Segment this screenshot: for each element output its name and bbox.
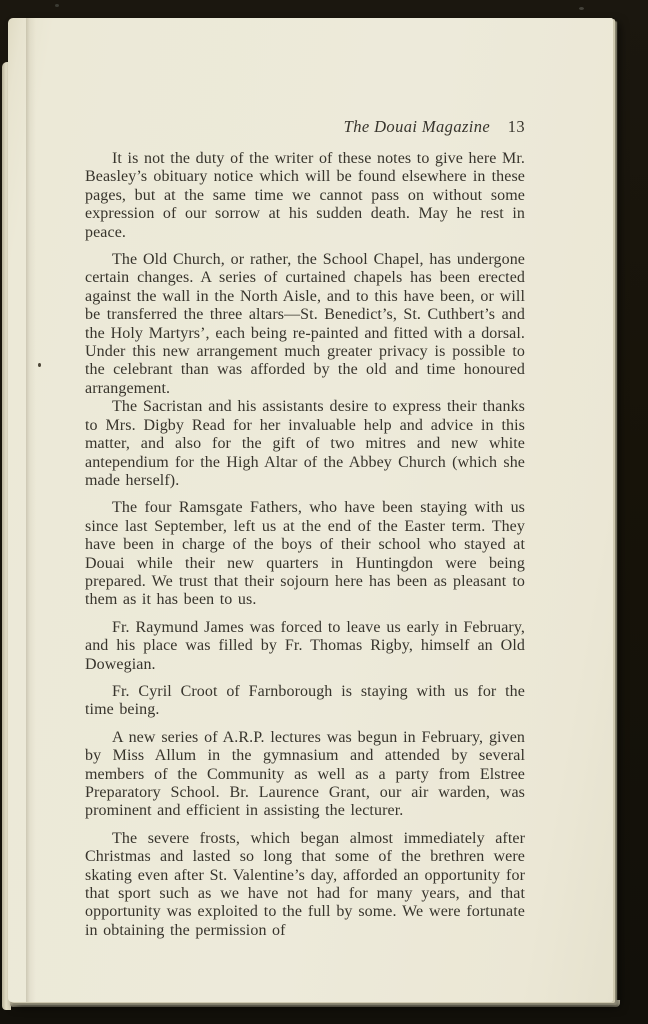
spine-crease	[26, 18, 36, 1002]
paragraph-arp-lectures: A new series of A.R.P. lectures was begun in February, given by Miss Allum in the gymnasium and attended by several members of the Community as well as a party from Elstree Preparatory School. Br. Laurence Grant, our air warden, was prominent and efficient in assisting the lecturer.	[85, 728, 525, 820]
paragraph-severe-frosts: The severe frosts, which began almost immediately after Christmas and lasted so long that some of the brethren were skating even after St. Valentine’s day, afforded an opportunity for that sport such as we have not had for many years, and that opportunity was exploited to the full by some. We were fortunate in obtaining the permission of	[85, 829, 525, 939]
paragraph-sacristan: The Sacristan and his assistants desire to express their thanks to Mrs. Digby Read for her invaluable help and advice in this matter, and also for the gift of two mitres and new white antependium for the High Altar of the Abbey Church (which she made herself).	[85, 398, 525, 489]
page-content	[85, 18, 525, 940]
paragraph-fr-cyril-croot: Fr. Cyril Croot of Farnborough is staying with us for the time being.	[85, 682, 525, 719]
scan-speck	[38, 363, 41, 367]
page	[8, 18, 613, 1002]
paragraph-ramsgate-fathers: The four Ramsgate Fathers, who have been staying with us since last September, left us at the end of the Easter term. They have been in charge of the boys of their school who stayed at Douai while their new quarters in Huntingdon were being prepared. We trust that their sojourn here has been as pleasant to them as it has been to us.	[85, 499, 525, 609]
paragraph-fr-raymund-james: Fr. Raymund James was forced to leave us early in February, and his place was filled by Fr. Thomas Rigby, himself an Old Dowegian.	[85, 618, 525, 673]
scan-speck	[55, 4, 59, 7]
journal-title: The Douai Magazine	[343, 117, 491, 136]
paragraph-obituary-note: It is not the duty of the writer of these notes to give here Mr. Beasley’s obituary notice which will be found elsewhere in these pages, but at the same time we cannot pass on without some expression of our sorrow at his sudden death. May he rest in peace.	[85, 150, 525, 241]
paragraph-old-church: The Old Church, or rather, the School Chapel, has undergone certain changes. A series of curtained chapels has been erected against the wall in the North Aisle, and to this have been, or will be transferred the three altars—St. Benedict’s, St. Cuthbert’s and the Holy Martyrs’, each being re-painted and fitted with a dorsal. Under this new arrangement much greater privacy is possible to the celebrant than was afforded by the old and time honoured arrangement.	[85, 251, 525, 397]
running-head	[85, 117, 525, 137]
page-number: 13	[507, 117, 525, 136]
scan-speck	[579, 7, 584, 10]
body-text	[85, 150, 525, 940]
